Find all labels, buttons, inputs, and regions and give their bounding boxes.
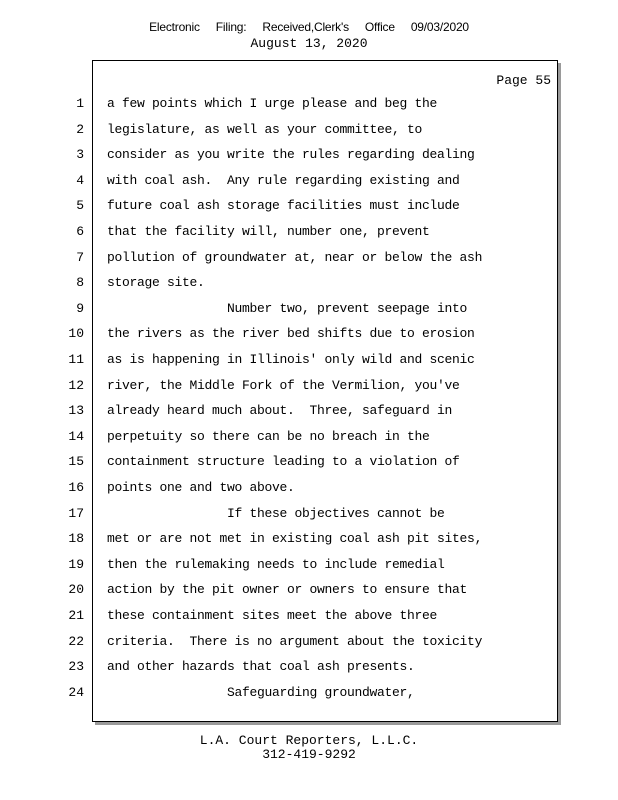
line-number: 18	[68, 531, 84, 547]
transcript-line: legislature, as well as your committee, to	[107, 121, 423, 137]
filing-stamp	[0, 20, 618, 34]
line-number: 12	[68, 377, 84, 393]
stamp-word: Office	[364, 20, 395, 34]
transcript-line: Safeguarding groundwater,	[107, 684, 415, 700]
transcript-line: storage site.	[107, 275, 205, 291]
transcript-line: points one and two above.	[107, 480, 295, 495]
transcript-line: these containment sites meet the above three	[107, 608, 438, 623]
transcript-line: perpetuity so there can be no breach in the	[107, 428, 430, 444]
line-number: 21	[68, 608, 84, 623]
footer-company: L.A. Court Reporters, L.L.C.	[199, 733, 419, 748]
line-number: 11	[68, 352, 84, 367]
transcript-line: If these objectives cannot be	[107, 505, 445, 521]
transcript-line: then the rulemaking needs to include remedial	[107, 556, 445, 572]
line-number: 9	[76, 300, 84, 316]
line-number: 5	[76, 198, 84, 214]
transcript-line: consider as you write the rules regarding dealing	[107, 147, 475, 163]
transcript-line: future coal ash storage facilities must include	[107, 198, 460, 214]
line-number: 13	[68, 403, 84, 419]
stamp-word: Filing:	[215, 20, 247, 34]
line-number: 6	[76, 224, 84, 239]
stamp-word: Electronic	[149, 20, 200, 34]
transcript-line: pollution of groundwater at, near or below the ash	[107, 249, 483, 265]
transcript-line: Number two, prevent seepage into	[107, 300, 468, 316]
transcript-line: with coal ash. Any rule regarding existing and	[107, 172, 460, 188]
line-number: 10	[68, 326, 84, 342]
line-number: 14	[68, 428, 84, 444]
transcript-line: that the facility will, number one, prevent	[107, 224, 430, 239]
line-number: 1	[76, 96, 84, 111]
transcript-line: as is happening in Illinois' only wild and scenic	[107, 352, 475, 367]
line-number: 8	[76, 275, 84, 291]
transcript-line: already heard much about. Three, safeguard in	[107, 403, 453, 419]
transcript-line: the rivers as the river bed shifts due to erosion	[107, 326, 475, 342]
line-number: 23	[68, 659, 84, 675]
page-number: Page 55	[496, 73, 551, 88]
stamp-word: Received,Clerk's	[262, 20, 349, 34]
line-number: 22	[68, 633, 84, 649]
line-number: 2	[76, 121, 84, 137]
line-number: 20	[68, 582, 84, 598]
line-number: 17	[68, 505, 84, 521]
transcript-line: criteria. There is no argument about the toxicity	[107, 633, 483, 649]
line-number: 19	[68, 556, 84, 572]
line-number: 3	[76, 147, 84, 163]
line-number: 16	[68, 480, 84, 495]
line-number: 4	[76, 172, 84, 188]
transcript-line: action by the pit owner or owners to ensure that	[107, 582, 468, 598]
line-number: 15	[68, 454, 84, 470]
transcript-line: containment structure leading to a violation of	[107, 454, 460, 470]
footer-phone: 312-419-9292	[262, 747, 356, 762]
transcript-line: a few points which I urge please and beg the	[107, 96, 438, 111]
transcript-line: and other hazards that coal ash presents.	[107, 659, 415, 675]
line-number: 24	[68, 684, 84, 700]
line-number: 7	[76, 249, 84, 265]
stamp-word: 09/03/2020	[410, 20, 469, 34]
transcript-line: met or are not met in existing coal ash pit sites,	[107, 531, 483, 547]
transcript-line: river, the Middle Fork of the Vermilion, you've	[107, 377, 460, 393]
hearing-date: August 13, 2020	[250, 36, 368, 51]
